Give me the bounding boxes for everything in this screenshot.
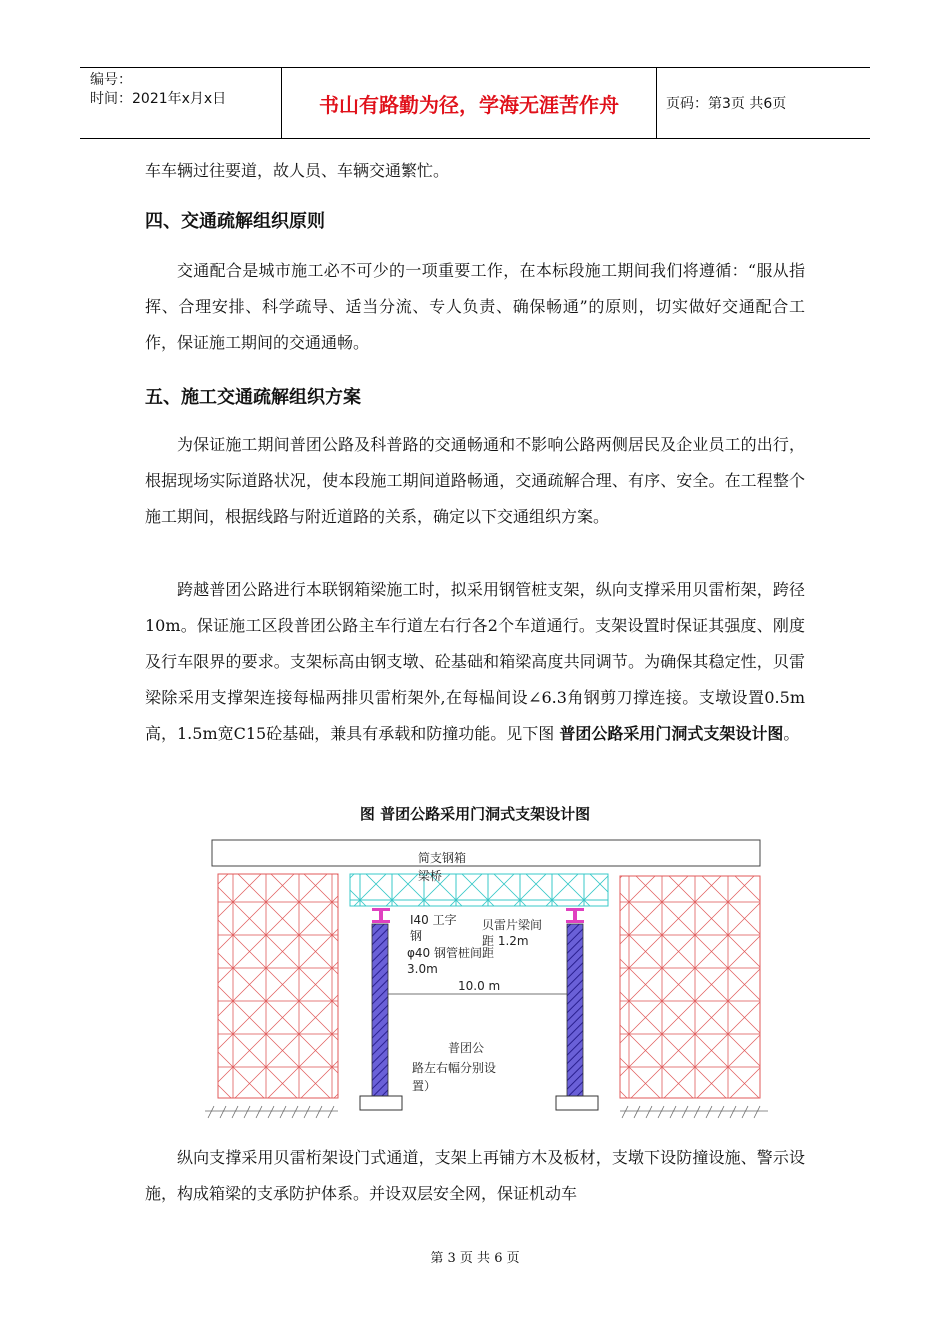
steel-pile-left — [372, 924, 388, 1096]
section-5-title: 五、施工交通疏解组织方案 — [145, 387, 361, 408]
label-i40-2: 钢 — [410, 929, 423, 943]
label-box-girder-2: 梁桥 — [418, 869, 443, 883]
number-label: 编号： — [90, 72, 132, 88]
right-scaffold — [620, 876, 760, 1098]
label-box-girder-1: 简支钢箱 — [418, 851, 467, 865]
label-bailey-2: 距 1.2m — [482, 934, 529, 948]
time-label: 时间：2021年x月x日 — [90, 91, 227, 107]
after-figure-paragraph: 纵向支撑采用贝雷桁架设门式通道，支架上再铺方木及板材，支墩下设防撞设施、警示设施，构成箱梁的支承防护体系。并设双层安全网，保证机动车 — [145, 1148, 805, 1203]
box-girder-deck — [212, 840, 760, 866]
i-beam-right — [566, 908, 584, 923]
ground-left — [205, 1106, 338, 1118]
label-road-1: 普团公 — [448, 1041, 485, 1055]
left-scaffold — [218, 874, 338, 1098]
label-road-2: 路左右幅分别设 — [412, 1061, 497, 1075]
i-beam-left — [372, 908, 390, 923]
header-motto: 书山有路勤为径，学海无涯苦作舟 — [282, 68, 657, 138]
figure-caption: 图 普团公路采用门洞式支架设计图 — [359, 805, 591, 823]
section-4-paragraph: 交通配合是城市施工必不可少的一项重要工作，在本标段施工期间我们将遵循：“服从指挥、合理安排、科学疏导、适当分流、专人负责、确保畅通”的原则，切实做好交通配合工作，保证施工期间的交通通畅。 — [145, 261, 805, 352]
page-footer: 第 3 页 共 6 页 — [430, 1251, 520, 1266]
document-header — [80, 67, 870, 139]
label-bailey-1: 贝雷片梁间 — [482, 918, 543, 932]
ground-right — [620, 1106, 768, 1118]
bailey-truss — [350, 874, 608, 906]
section-5-paragraph-2 — [145, 572, 805, 752]
footing-right — [556, 1096, 598, 1110]
paragraph-2-end: 。 — [783, 724, 800, 743]
label-i40-1: I40 工字 — [410, 913, 457, 927]
paragraph-2-text: 跨越普团公路进行本联钢箱梁施工时，拟采用钢管桩支架，纵向支撑采用贝雷桁架，跨径10m。保证施工区段普团公路主车行道左右行各2个车道通行。支架设置时保证其强度、刚度及行车限界的要求。支架标高由钢支墩、砼基础和箱梁高度共同调节。为确保其稳定性，贝雷梁除采用支撑架连接每榀两排贝雷桁架外,在每榀间设∠6.3角钢剪刀撑连接。支墩设置0.5m高，1.5m宽C15砼基础，兼具有承载和防撞功能。见下图 — [145, 580, 805, 743]
label-road-3: 置） — [412, 1079, 437, 1093]
figure-reference: 普团公路采用门洞式支架设计图 — [559, 724, 784, 743]
support-design-figure — [200, 836, 780, 1126]
header-page-info: 页码：第3页 共6页 — [666, 96, 787, 112]
footing-left — [360, 1096, 402, 1110]
steel-pile-right — [567, 924, 583, 1096]
header-meta-cell — [80, 68, 282, 138]
label-pile-1: φ40 钢管桩间距 — [407, 946, 495, 960]
section-4-title: 四、交通疏解组织原则 — [145, 211, 325, 232]
label-span: 10.0 m — [458, 979, 501, 993]
label-pile-2: 3.0m — [407, 962, 438, 976]
continuation-line: 车车辆过往要道，故人员、车辆交通繁忙。 — [145, 161, 450, 180]
section-5-paragraph-1: 为保证施工期间普团公路及科普路的交通畅通和不影响公路两侧居民及企业员工的出行，根据现场实际道路状况，使本段施工期间道路畅通，交通疏解合理、有序、安全。在工程整个施工期间，根据线路与附近道路的关系，确定以下交通组织方案。 — [145, 435, 805, 526]
